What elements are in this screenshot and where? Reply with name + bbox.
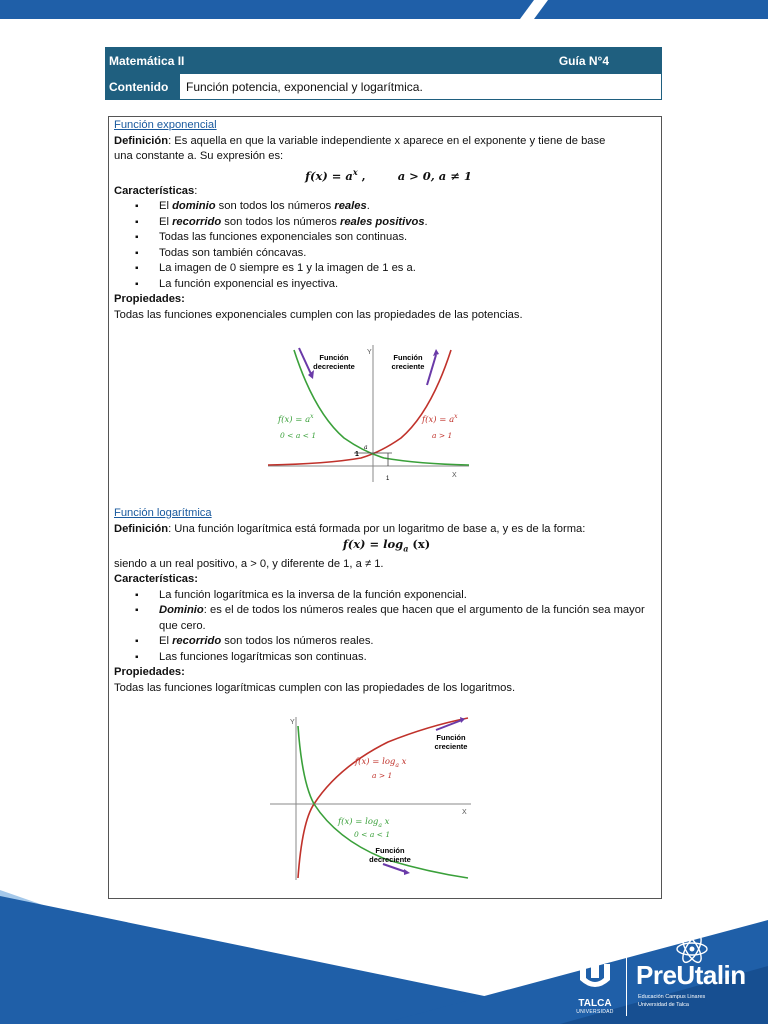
- tick-a: a: [364, 444, 368, 451]
- arrow-decreasing-head: [404, 869, 410, 875]
- formula-right: (x): [408, 537, 431, 551]
- label-increasing-2: creciente: [391, 362, 425, 371]
- formula-condition: a > 0, a ≠ 1: [397, 168, 472, 183]
- list-item: ▪ La función exponencial es inyectiva.: [114, 277, 659, 293]
- item-text: son todos los números: [221, 215, 340, 228]
- label-decreasing-2: decreciente: [369, 855, 411, 864]
- arrow-increasing: [427, 355, 436, 385]
- label-decreasing-1: Función: [375, 846, 405, 855]
- logarithmic-definition: [114, 522, 659, 538]
- item-text: son todos los números: [215, 200, 335, 213]
- university-logo: [568, 954, 622, 1020]
- top-banner: [0, 0, 768, 22]
- label-increasing-1: Función: [436, 733, 466, 742]
- exponential-graph: [266, 340, 472, 485]
- list-item: [114, 215, 659, 231]
- y-axis-label: Y: [367, 349, 372, 356]
- formula-subscript: a: [403, 543, 409, 554]
- tick-1-y: 1: [355, 451, 359, 458]
- list-item: ▪ La imagen de 0 siempre es 1 y la imagen de 1 es a.: [114, 261, 659, 277]
- after-formula-text: siendo a un real positivo, a > 0, y diferente de 1, a ≠ 1.: [114, 557, 384, 570]
- list-item: [114, 603, 659, 634]
- header-title-row: [106, 48, 661, 74]
- exponential-characteristics: [114, 199, 659, 292]
- header-content-row: [106, 74, 661, 99]
- tick-1-x: 1: [386, 476, 390, 482]
- subject-title: Matemática II: [109, 54, 185, 68]
- list-item: ▪ Todas las funciones exponenciales son continuas.: [114, 230, 659, 246]
- item-emphasis: reales positivos: [339, 215, 425, 228]
- formula-separator: ,: [357, 168, 366, 183]
- list-item: ▪ La función logarítmica es la inversa de la función exponencial.: [114, 588, 659, 604]
- item-text: El: [159, 215, 173, 228]
- item-text: son todos los números reales.: [221, 635, 374, 648]
- brand-logo: [634, 932, 766, 1022]
- list-item: [114, 634, 659, 650]
- decay-condition: 0 < a < 1: [280, 431, 317, 440]
- list-item: [114, 199, 659, 215]
- properties-text: Todas las funciones logarítmicas cumplen con las propiedades de los logaritmos.: [114, 681, 516, 694]
- exponential-definition: [114, 134, 659, 150]
- increasing-condition: a > 1: [372, 771, 393, 780]
- item-emphasis: reales: [334, 200, 367, 213]
- properties-label: Propiedades:: [114, 666, 185, 679]
- arrow-decreasing: [383, 864, 406, 872]
- list-item: ▪ Las funciones logarítmicas son continuas.: [114, 650, 659, 666]
- list-item: ▪ Todas son también cóncavas.: [114, 246, 659, 262]
- formula-left: f(x) = a: [305, 168, 353, 183]
- definition-label: Definición: [114, 134, 169, 147]
- brand-name: PreUtalin: [636, 960, 746, 990]
- growth-condition: a > 1: [432, 431, 453, 440]
- characteristics-colon: :: [194, 184, 198, 197]
- formula-left: f(x) = log: [342, 537, 404, 551]
- item-text: : es el de todos los números reales que hacen que el argumento de la función sea mayor que cero.: [159, 604, 645, 632]
- definition-text: : Una función logarítmica está formada por un logaritmo de base a, y es de la forma:: [168, 522, 586, 535]
- university-subtitle: UNIVERSIDAD: [576, 1009, 614, 1015]
- brand-tagline-1: Educación Campus Linares: [638, 994, 706, 1000]
- header-table: [105, 47, 662, 100]
- item-emphasis: recorrido: [172, 635, 222, 648]
- decreasing-condition: 0 < a < 1: [354, 830, 391, 839]
- label-increasing-2: creciente: [434, 742, 468, 751]
- arrow-increasing-head: [460, 717, 465, 723]
- decreasing-formula: $f(x) = \log_a x$: [338, 817, 390, 829]
- logarithmic-title: Función logarítmica: [114, 507, 212, 519]
- item-emphasis: Dominio: [159, 604, 204, 617]
- properties-text: Todas las funciones exponenciales cumplen con las propiedades de las potencias.: [114, 308, 523, 321]
- growth-formula: $f(x) = a^x$: [422, 413, 458, 425]
- y-axis-label: Y: [290, 719, 295, 726]
- definition-label: Definición: [114, 522, 169, 535]
- formula-exponent: x: [352, 166, 358, 177]
- decay-formula: $f(x) = a^x$: [278, 413, 314, 425]
- definition-text-cont: una constante a. Su expresión es:: [114, 150, 284, 162]
- content-value: Función potencia, exponencial y logarítmica.: [186, 79, 423, 94]
- characteristics-heading: [114, 184, 659, 200]
- x-axis-label: X: [452, 472, 457, 479]
- university-emblem-icon: [568, 954, 622, 994]
- x-axis-label: X: [462, 809, 467, 816]
- logarithmic-formula: [114, 537, 659, 557]
- item-emphasis: dominio: [172, 200, 216, 213]
- item-text: .: [366, 200, 370, 213]
- characteristics-label: Características: [114, 184, 195, 197]
- item-text: El: [159, 635, 173, 648]
- increasing-formula: $f(x) = \log_a x$: [355, 757, 407, 769]
- item-emphasis: recorrido: [172, 215, 222, 228]
- exponential-section: [114, 118, 659, 323]
- logo-divider: [626, 946, 627, 1016]
- item-text: El: [159, 200, 173, 213]
- label-decreasing-1: Función: [319, 353, 349, 362]
- label-increasing-1: Función: [393, 353, 423, 362]
- exponential-formula: [114, 165, 659, 184]
- guide-number: Guía N°4: [558, 54, 609, 68]
- arrow-increasing-head: [433, 349, 439, 356]
- brand-tagline-2: Universidad de Talca: [638, 1002, 689, 1008]
- item-text: .: [424, 215, 428, 228]
- label-decreasing-2: decreciente: [313, 362, 355, 371]
- content-label: Contenido: [106, 74, 180, 99]
- exponential-title: Función exponencial: [114, 119, 217, 131]
- logarithmic-characteristics: [114, 588, 659, 666]
- logarithmic-graph: [268, 712, 474, 882]
- university-name: TALCA: [578, 998, 612, 1009]
- logarithmic-section: [114, 506, 659, 696]
- definition-text: : Es aquella en que la variable independiente x aparece en el exponente y tiene de base: [168, 134, 606, 147]
- characteristics-label: Características:: [114, 573, 198, 586]
- properties-label: Propiedades:: [114, 293, 185, 306]
